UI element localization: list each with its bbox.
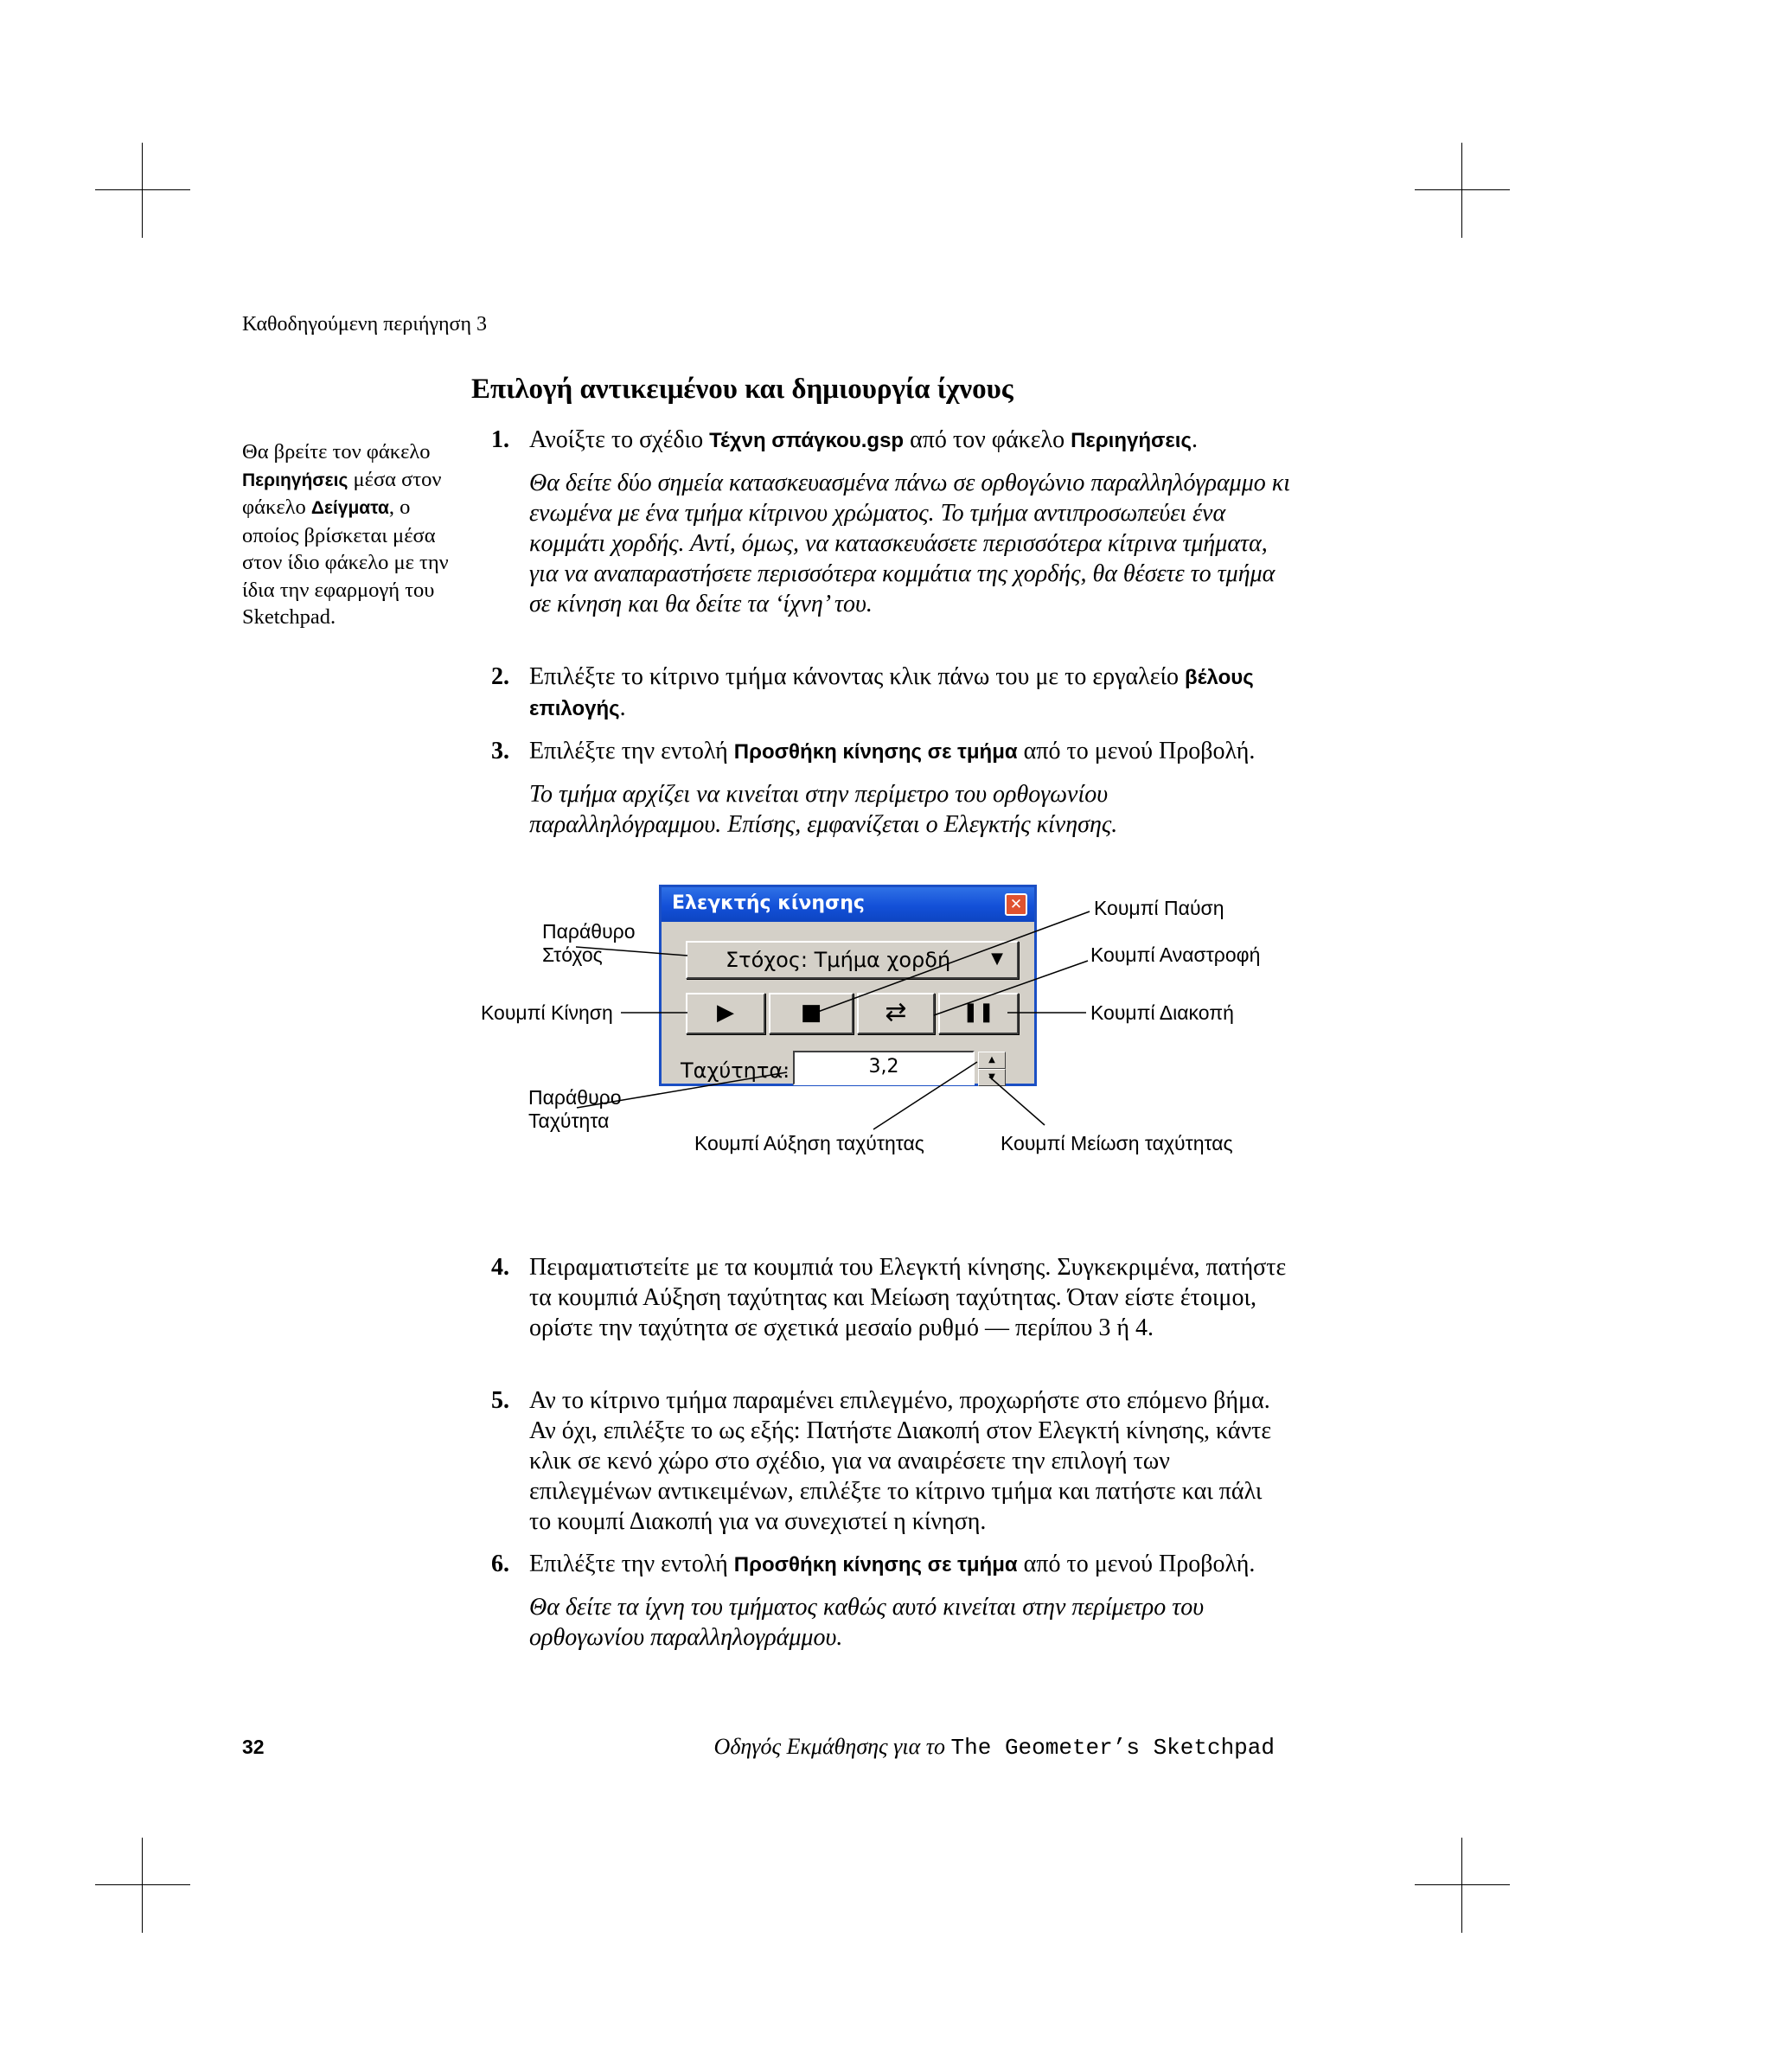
section-title: Επιλογή αντικειμένου και δημιουργία ίχνους [471,374,1013,405]
step-text: . [619,694,626,721]
step-1-note: Θα δείτε δύο σημεία κατασκευασμένα πάνω σε ορθογώνιο παραλληλόγραμμο κι ενωμένα με ένα τμήμα κίτρινου χρώματος. Το τμήμα αντιπροσωπεύει ένα κομμάτι χορδής. Αντί, όμως, να κατασκευάσετε περισσότερα κίτρινα τμήματα, για να αναπαραστήσετε περισσότερα κομμάτια της χορδής, θα θέσετε το τμήμα σε κίνηση και θα δείτε τα ‘ίχνη’ του. [529,470,1291,617]
step-bold: βέλους επιλογής [529,666,1254,720]
stop-button[interactable]: ■ [769,993,854,1034]
callout-stop-button: Κουμπί Διακοπή [1090,1001,1234,1024]
callout-text: Παράθυρο Στόχος [542,920,636,966]
step-text: από το μενού Προβολή. [1017,1551,1256,1577]
page-number: 32 [242,1736,265,1758]
footer-text: Οδηγός Εκμάθησης για το [713,1734,951,1759]
step-bold: Προσθήκη κίνησης σε τμήμα [733,1553,1018,1576]
margin-note-bold: Δείγματα [310,498,389,518]
margin-note-text: Θα βρείτε τον φάκελο [242,440,431,464]
callout-target-window [542,920,636,967]
step-5 [491,1385,1287,1537]
step-text: Επιλέξτε το κίτρινο τμήμα κάνοντας κλικ πάνω του με το εργαλείο [529,663,1186,690]
footer-title [714,1734,1275,1761]
callout-speed-down-button: Κουμπί Μείωση ταχύτητας [1001,1132,1233,1154]
chevron-down-icon: ▼ [991,950,1003,968]
play-button[interactable]: ▶ [686,993,765,1034]
step-text: Αν το κίτρινο τμήμα παραμένει επιλεγμένο, προχωρήστε στο επόμενο βήμα. Αν όχι, επιλέξτε το ως εξής: Πατήστε Διακοπή στον Ελεγκτή κίνησης, κάντε κλικ σε κενό χώρο στο σχέδιο, για να αναιρέσετε την επιλογή των επιλεγμένων αντικειμένων, επιλέξτε το κίτρινο τμήμα και πατήστε και πάλι το κουμπί Διακοπή για να συνεχιστεί η κίνηση. [529,1387,1272,1535]
step-4 [491,1252,1287,1343]
step-bold: Προσθήκη κίνησης σε τμήμα [733,740,1018,764]
step-6-note: Θα δείτε τα ίχνη του τμήματος καθώς αυτό κινείται στην περίμετρο του ορθογωνίου παραλληλογράμμου. [529,1594,1205,1651]
step-number: 5. [491,1387,509,1414]
close-icon[interactable]: ✕ [1005,893,1027,916]
reverse-button[interactable]: ⇄ [857,993,935,1034]
speed-up-button[interactable]: ▲ [978,1052,1006,1069]
pause-button[interactable]: ❚❚ [938,993,1019,1034]
margin-note-text: , ο οποίος βρίσκεται μέσα στον ίδιο φάκελο με την ίδια την εφαρμογή του Sketchpad. [242,496,449,629]
step-number: 4. [491,1254,509,1281]
step-text: από το μενού Προβολή. [1017,738,1256,764]
callout-reverse-button: Κουμπί Αναστροφή [1090,943,1261,966]
footer-product: The Geometer’s Sketchpad [950,1735,1275,1761]
step-text: . [1191,426,1198,453]
margin-note-bold: Περιηγήσεις [242,470,348,490]
step-text: Επιλέξτε την εντολή [529,738,734,764]
callout-play-button: Κουμπί Κίνηση [481,1001,613,1024]
step-text: Ανοίξτε το σχέδιο [529,426,710,453]
step-number: 2. [491,663,509,690]
speed-down-button[interactable]: ▼ [978,1069,1006,1086]
target-value: Στόχος: Τμήμα χορδή [726,948,951,972]
callout-pause-button: Κουμπί Παύση [1094,897,1224,919]
step-number: 3. [491,738,509,764]
step-bold: Τέχνη σπάγκου.gsp [709,429,905,452]
speed-label: Ταχύτητα: [681,1058,790,1083]
step-number: 1. [491,426,509,453]
step-bold: Περιηγήσεις [1071,429,1192,452]
speed-input[interactable]: 3,2 [793,1051,975,1085]
window-title: Ελεγκτής κίνησης [672,892,865,914]
running-head: Καθοδηγούμενη περιήγηση 3 [242,313,488,336]
step-6 [491,1549,1287,1580]
step-number: 6. [491,1551,509,1577]
callout-text: Παράθυρο Ταχύτητα [528,1086,622,1132]
step-3-note: Το τμήμα αρχίζει να κινείται στην περίμετρο του ορθογωνίου παραλληλόγραμμου. Επίσης, εμφανίζεται ο Ελεγκτής κίνησης. [529,781,1118,838]
step-text: από τον φάκελο [904,426,1071,453]
step-text: Επιλέξτε την εντολή [529,1551,734,1577]
margin-note-text: μέσα στον φάκελο [242,467,442,519]
callout-speed-up-button: Κουμπί Αύξηση ταχύτητας [694,1132,924,1154]
step-text: Πειραματιστείτε με τα κουμπιά του Ελεγκτή κίνησης. Συγκεκριμένα, πατήστε τα κουμπιά Αύξηση ταχύτητας και Μείωση ταχύτητας. Όταν είστε έτοιμοι, ορίστε την ταχύτητα σε σχετικά μεσαίο ρυθμό — περίπου 3 ή 4. [529,1254,1287,1341]
callout-speed-window [528,1086,622,1133]
